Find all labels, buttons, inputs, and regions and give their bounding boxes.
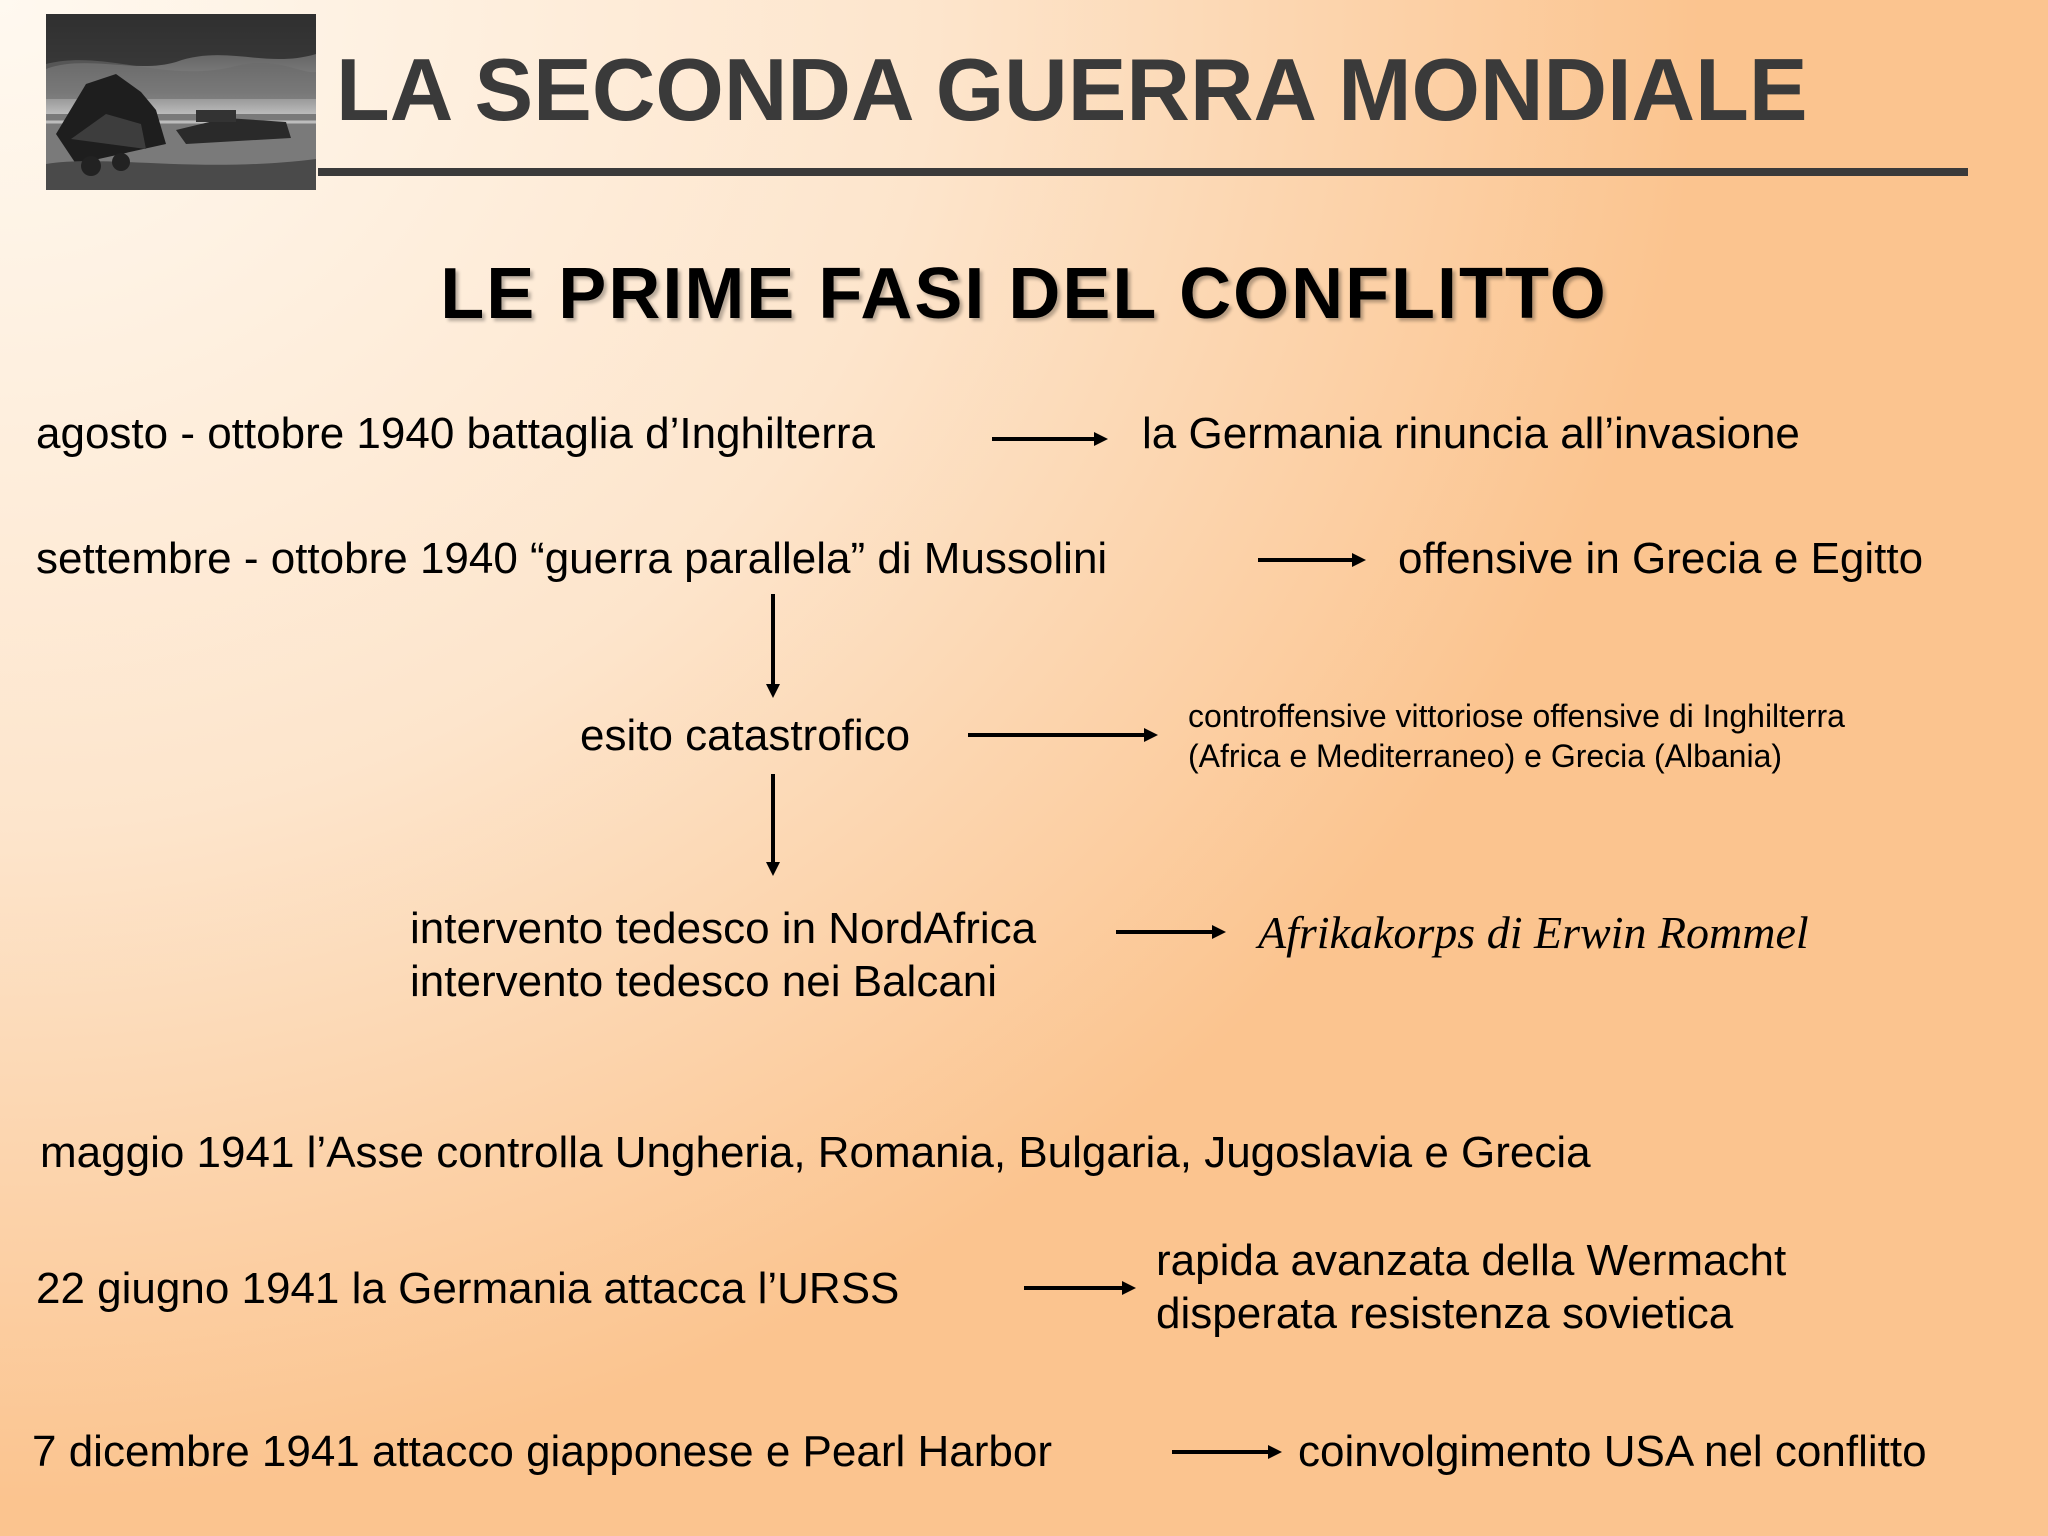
arrow-right-icon xyxy=(990,427,1110,451)
german-intervention-line-1: intervento tedesco in NordAfrica xyxy=(410,904,1037,953)
outcome-effect-line-2: (Africa e Mediterraneo) e Grecia (Albania) xyxy=(1188,738,1783,774)
war-photo-tank-wreck xyxy=(46,14,316,190)
june-1941-effect-line-2: disperata resistenza sovietica xyxy=(1156,1289,1734,1338)
arrow-right-icon xyxy=(1022,1276,1138,1300)
afrikakorps-effect: Afrikakorps di Erwin Rommel xyxy=(1258,907,1809,958)
battle-britain-cause: agosto - ottobre 1940 battaglia d’Inghilterra xyxy=(36,409,876,458)
december-1941-cause: 7 dicembre 1941 attacco giapponese e Pearl Harbor xyxy=(32,1427,1052,1476)
may-1941-text: maggio 1941 l’Asse controlla Ungheria, Romania, Bulgaria, Jugoslavia e Grecia xyxy=(40,1128,1591,1177)
tank-wreck-image xyxy=(46,14,316,190)
june-1941-effect xyxy=(1156,1234,1786,1340)
outcome-effect-line-1: controffensive vittoriose offensive di Inghilterra xyxy=(1188,698,1845,734)
arrow-right-icon xyxy=(1170,1440,1284,1464)
german-intervention-cause xyxy=(410,902,1036,1008)
parallel-war-effect: offensive in Grecia e Egitto xyxy=(1398,534,1924,583)
arrow-down-icon xyxy=(761,592,785,702)
subtitle: LE PRIME FASI DEL CONFLITTO xyxy=(440,254,1608,334)
outcome-cause: esito catastrofico xyxy=(580,711,911,760)
battle-britain-effect: la Germania rinuncia all’invasione xyxy=(1142,409,1800,458)
june-1941-effect-line-1: rapida avanzata della Wermacht xyxy=(1156,1236,1787,1285)
main-title: LA SECONDA GUERRA MONDIALE xyxy=(336,40,1808,139)
arrow-down-icon xyxy=(761,772,785,880)
parallel-war-cause: settembre - ottobre 1940 “guerra parallela” di Mussolini xyxy=(36,534,1108,583)
german-intervention-line-2: intervento tedesco nei Balcani xyxy=(410,957,998,1006)
arrow-right-icon xyxy=(1114,920,1228,944)
outcome-effect xyxy=(1188,696,1845,776)
arrow-right-icon xyxy=(1256,548,1368,572)
arrow-right-icon xyxy=(966,723,1162,747)
june-1941-cause: 22 giugno 1941 la Germania attacca l’URSS xyxy=(36,1264,900,1313)
title-underline xyxy=(318,168,1968,176)
december-1941-effect: coinvolgimento USA nel conflitto xyxy=(1298,1427,1927,1476)
